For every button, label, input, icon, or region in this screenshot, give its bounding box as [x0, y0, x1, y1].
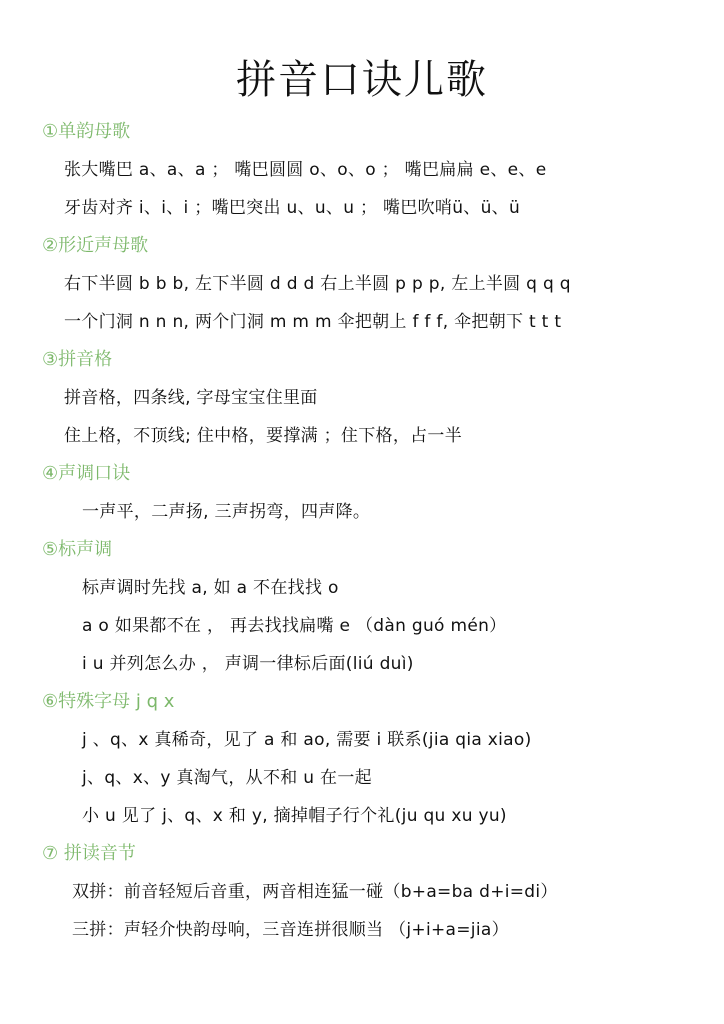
text-line: 一声平，二声扬, 三声拐弯，四声降。 [82, 502, 371, 522]
text-line: i u 并列怎么办 ， 声调一律标后面(liú duì) [82, 654, 414, 674]
text-line: 标声调时先找 a, 如 a 不在找找 o [82, 578, 339, 598]
section-heading: ⑥特殊字母 j q x [42, 691, 175, 712]
text-line: 双拼：前音轻短后音重，两音相连猛一碰（b+a=ba d+i=di） [72, 882, 558, 902]
section-heading: ⑤标声调 [42, 539, 113, 560]
text-line: j、q、x、y 真淘气，从不和 u 在一起 [82, 768, 372, 788]
text-line: 牙齿对齐 i、i、i ；嘴巴突出 u、u、u ； 嘴巴吹哨ü、ü、ü [64, 198, 521, 218]
text-line: a o 如果都不在 ， 再去找找扁嘴 e （dàn guó mén） [82, 616, 507, 636]
section-heading: ④声调口诀 [42, 463, 131, 484]
page-title: 拼音口诀儿歌 [236, 57, 488, 103]
text-line: 一个门洞 n n n, 两个门洞 m m m 伞把朝上 f f f, 伞把朝下 t t t [64, 312, 562, 332]
text-line: 小 u 见了 j、q、x 和 y, 摘掉帽子行个礼(ju qu xu yu) [82, 806, 507, 826]
text-line: 张大嘴巴 a、a、a ； 嘴巴圆圆 o、o、o ； 嘴巴扁扁 e、e、e [64, 160, 547, 180]
text-line: 住上格，不顶线; 住中格，要撑满 ；住下格，占一半 [64, 426, 463, 446]
text-line: 右下半圆 b b b, 左下半圆 d d d 右上半圆 p p p, 左上半圆 q q q [64, 274, 571, 294]
text-line: j 、q、x 真稀奇，见了 a 和 ao, 需要 i 联系(jia qia xiao) [82, 730, 532, 750]
section-heading: ①单韵母歌 [42, 121, 131, 142]
section-heading: ③拼音格 [42, 349, 113, 370]
text-line: 三拼：声轻介快韵母响，三音连拼很顺当 （j+i+a=jia） [72, 920, 509, 940]
section-heading: ②形近声母歌 [42, 235, 149, 256]
text-line: 拼音格，四条线, 字母宝宝住里面 [64, 388, 318, 408]
section-heading: ⑦ 拼读音节 [42, 843, 136, 864]
